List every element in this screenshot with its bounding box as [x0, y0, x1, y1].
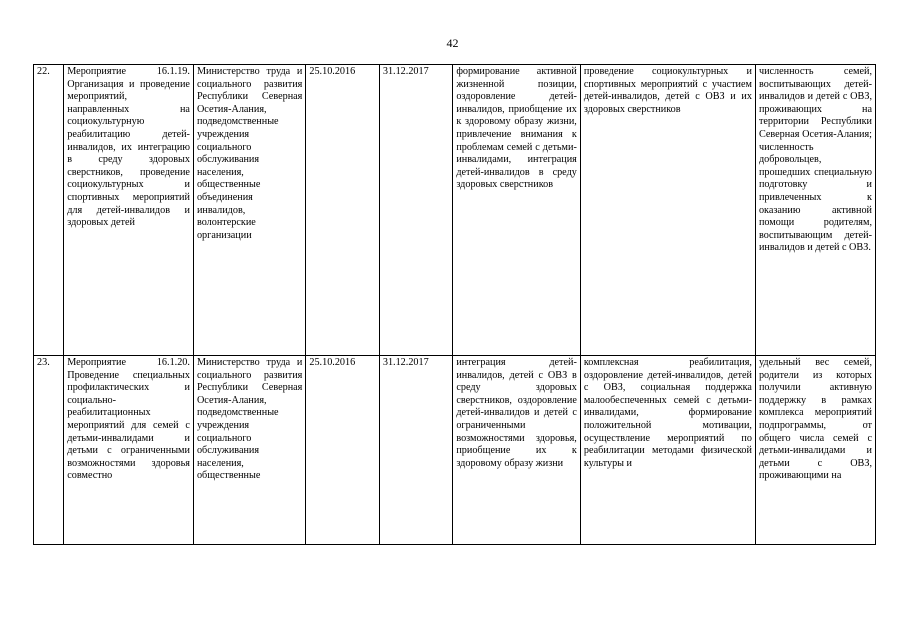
end-date: 31.12.2017 [379, 65, 452, 356]
page-number: 42 [446, 36, 459, 50]
expected-result: интеграция детей-инвалидов, детей с ОВЗ в среду здоровых сверстников, оздоровление детей-инвалидов и детей с ограниченными возможностями здоровья, приобщение их к здоровому образу жизни [453, 356, 581, 545]
executor: Министерство труда и социального развития Республики Северная Осетия-Алания, подведомственные учреждения социального обслуживания населения, общественные объединения инвалидов, волонтерские организации [193, 65, 305, 356]
end-date: 31.12.2017 [379, 356, 452, 545]
indicator: удельный вес семей, родители из которых получили активную поддержку в рамках комплекса мероприятий подпрограммы, от общего числа семей с детьми-инвалидами и детьми с ОВЗ, проживающими на [755, 356, 875, 545]
start-date: 25.10.2016 [306, 356, 379, 545]
row-number: 22. [34, 65, 64, 356]
expected-result: формирование активной жизненной позиции, оздоровление детей-инвалидов, приобщение их к здоровому образу жизни, привлечение внимания к проблемам семей с детьми-инвалидами, интеграция детей-инвалидов в среду здоровых сверстников [453, 65, 581, 356]
table-row [34, 356, 876, 545]
table-row [34, 65, 876, 356]
start-date: 25.10.2016 [306, 65, 379, 356]
measure-name: Мероприятие 16.1.20. Проведение специальных профилактических и социально-реабилитационных мероприятий для семей с детьми-инвалидами и детьми с ограниченными возможностями здоровья совместно [64, 356, 194, 545]
row-number: 23. [34, 356, 64, 545]
measure-name: Мероприятие 16.1.19. Организация и проведение мероприятий, направленных на социокультурную реабилитацию детей-инвалидов, их интеграцию в среду здоровых сверстников, проведение социокультурных и спортивных мероприятий для детей-инвалидов и здоровых детей [64, 65, 194, 356]
executor: Министерство труда и социального развития Республики Северная Осетия-Алания, подведомственные учреждения социального обслуживания населения, общественные [193, 356, 305, 545]
measures-table [33, 64, 876, 545]
indicator: численность семей, воспитывающих детей-инвалидов и детей с ОВЗ, проживающих на территории Республики Северная Осетия-Алания; численность добровольцев, прошедших специальную подготовку и привлеченных к оказанию активной помощи родителям, воспитывающим детей-инвалидов и детей с ОВЗ. [755, 65, 875, 356]
main-activity: проведение социокультурных и спортивных мероприятий с участием детей-инвалидов, детей с ОВЗ и их здоровых сверстников [580, 65, 755, 356]
main-activity: комплексная реабилитация, оздоровление детей-инвалидов, детей с ОВЗ, социальная поддержка малообеспеченных семей с детьми-инвалидами, формирование положительной мотивации, осуществление мероприятий по реабилитации методами физической культуры и [580, 356, 755, 545]
